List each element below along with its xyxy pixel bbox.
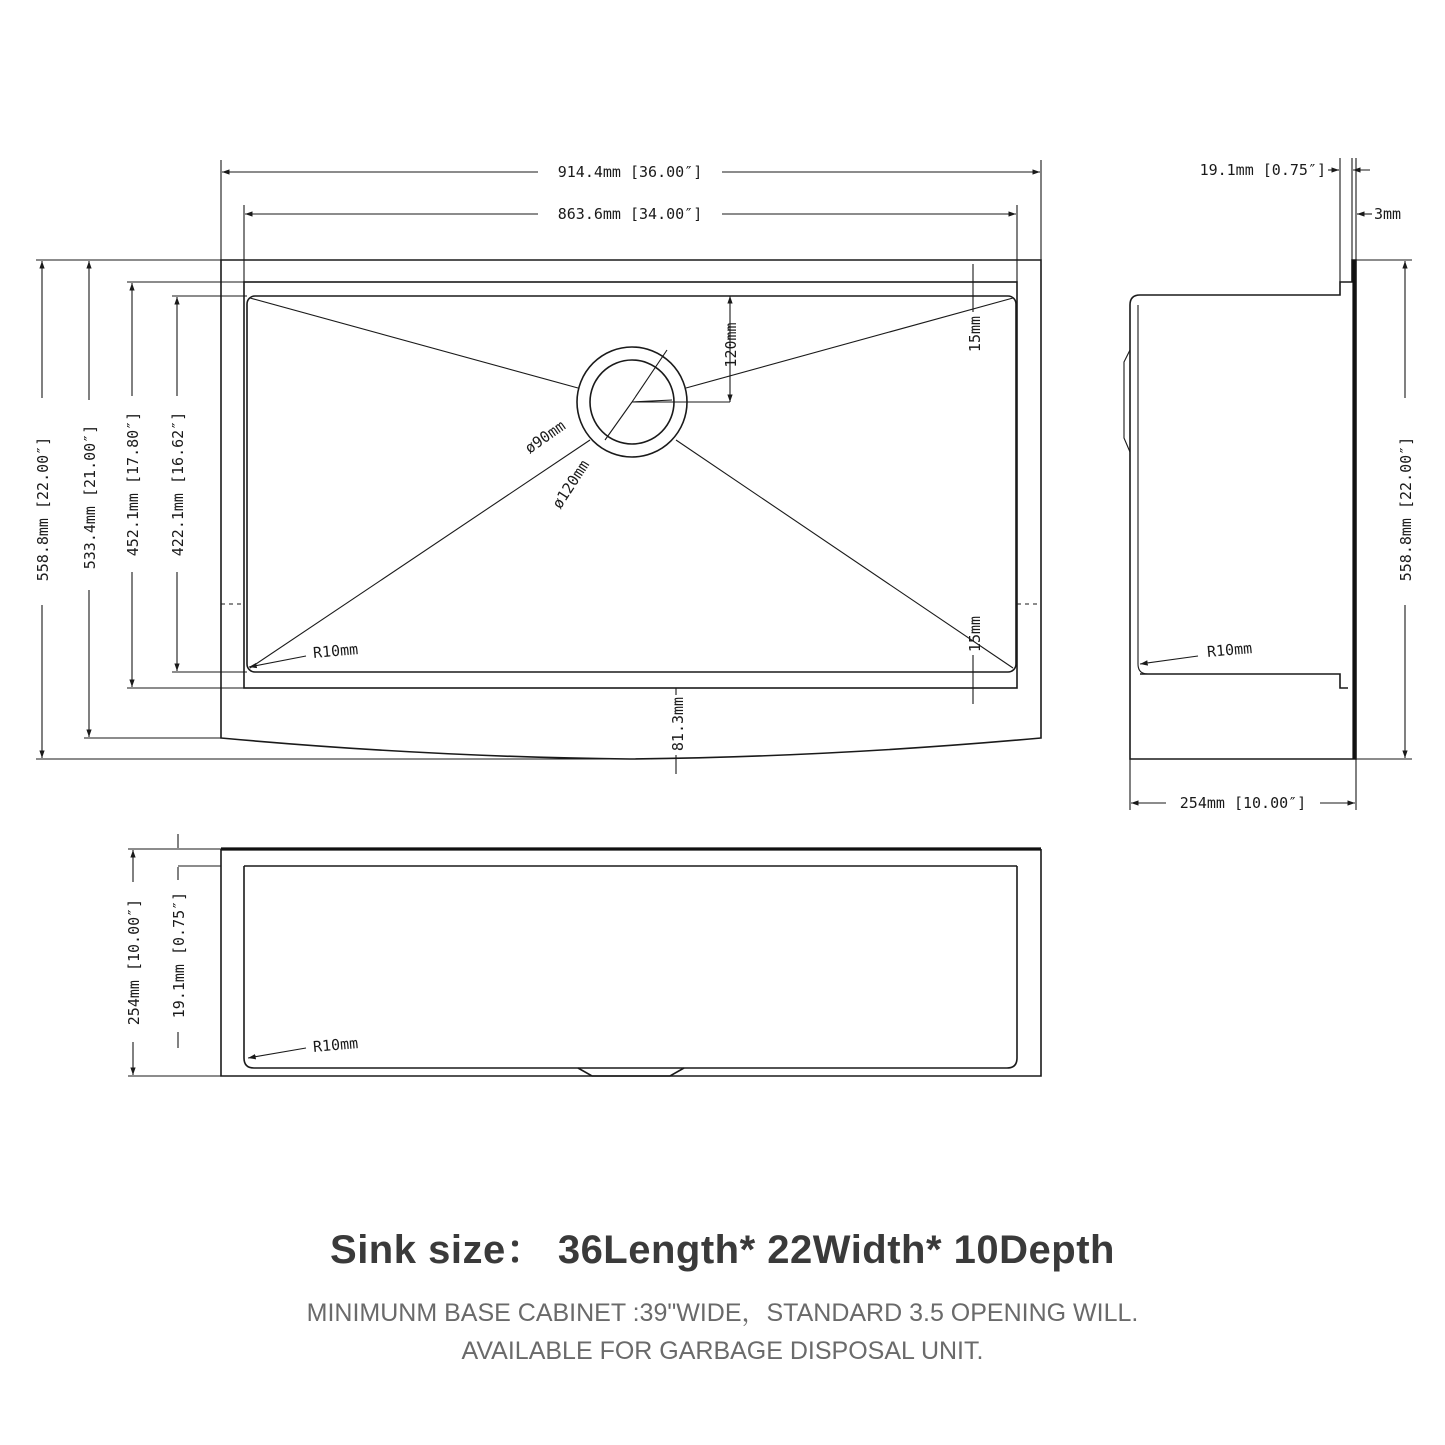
width-422-label: 422.1mm [16.62″] — [169, 411, 187, 557]
width-533-label: 533.4mm [21.00″] — [81, 424, 99, 570]
side-radius-label: R10mm — [1206, 639, 1253, 661]
front-depth-label: 254mm [10.00″] — [125, 898, 143, 1026]
sink-size-title: Sink size： 36Length* 22Width* 10Depth — [330, 1228, 1115, 1272]
drain-offset-label: 120mm — [722, 322, 740, 368]
corner-bottom-label: 15mm — [966, 615, 984, 653]
corner-radius-label: R10mm — [312, 640, 359, 662]
caption — [0, 1222, 1445, 1370]
front-radius-label: R10mm — [312, 1034, 359, 1056]
front-view — [125, 834, 1041, 1076]
top-view-outline — [221, 260, 1041, 759]
side-thickness-label: 3mm — [1374, 205, 1402, 223]
side-flange-label: 19.1mm [0.75″] — [1199, 161, 1326, 179]
bowl-outline — [247, 296, 1016, 672]
front-flange-label: 19.1mm [0.75″] — [170, 891, 188, 1019]
apron-depth-label: 81.3mm — [669, 696, 687, 752]
corner-top-label: 15mm — [966, 315, 984, 353]
side-depth-label: 254mm [10.00″] — [1179, 794, 1307, 812]
width-452-label: 452.1mm [17.80″] — [124, 411, 142, 557]
cabinet-note-line2: AVAILABLE FOR GARBAGE DISPOSAL UNIT. — [461, 1337, 984, 1365]
bowl-length-label: 863.6mm [34.00″] — [557, 205, 703, 223]
side-height-label: 558.8mm [22.00″] — [1397, 436, 1415, 582]
side-view-outline — [1130, 260, 1356, 759]
overall-length-label: 914.4mm [36.00″] — [557, 163, 703, 181]
cabinet-note-line1: MINIMUNM BASE CABINET :39"WIDE，STANDARD 3.5 OPENING WILL. — [306, 1299, 1139, 1327]
top-view — [34, 160, 1041, 774]
side-view — [1124, 158, 1415, 812]
overall-width-label: 558.8mm [22.00″] — [34, 436, 52, 582]
drain-outer-label: ø120mm — [548, 456, 594, 512]
drain-inner-label: ø90mm — [521, 416, 569, 458]
deck-rim — [244, 282, 1017, 688]
